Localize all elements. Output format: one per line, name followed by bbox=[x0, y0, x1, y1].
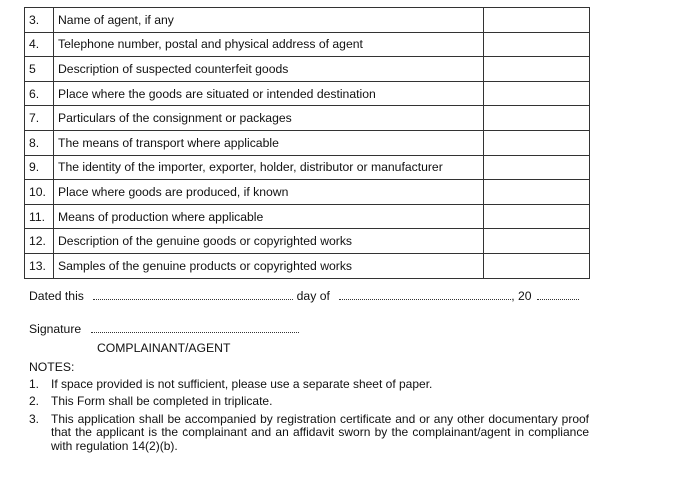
signature-label: Signature bbox=[29, 322, 82, 336]
signature-line bbox=[29, 322, 299, 336]
row-number: 3. bbox=[25, 8, 54, 33]
row-value-field[interactable] bbox=[484, 32, 590, 57]
date-day-field[interactable] bbox=[93, 289, 293, 300]
note-number: 2. bbox=[29, 394, 40, 409]
row-value-field[interactable] bbox=[484, 229, 590, 254]
row-value-field[interactable] bbox=[484, 204, 590, 229]
row-value-field[interactable] bbox=[484, 180, 590, 205]
form-row bbox=[25, 106, 590, 131]
row-value-field[interactable] bbox=[484, 57, 590, 82]
note-text: This application shall be accompanied by registration certificate and or any other documentary proof that the applicant is the complainant and an affidavit sworn by the complainant/agent in compliance with regulation 14(2)(b). bbox=[51, 411, 589, 453]
form-row bbox=[25, 253, 590, 278]
row-value-field[interactable] bbox=[484, 253, 590, 278]
row-value-field[interactable] bbox=[484, 81, 590, 106]
row-label: Telephone number, postal and physical address of agent bbox=[54, 32, 484, 57]
row-number: 9. bbox=[25, 155, 54, 180]
form-row bbox=[25, 8, 590, 33]
row-number: 12. bbox=[25, 229, 54, 254]
row-number: 8. bbox=[25, 130, 54, 155]
row-number: 4. bbox=[25, 32, 54, 57]
row-label: Samples of the genuine products or copyrighted works bbox=[54, 253, 484, 278]
year-label: , 20 bbox=[511, 289, 532, 303]
form-row bbox=[25, 32, 590, 57]
row-label: Place where the goods are situated or intended destination bbox=[54, 81, 484, 106]
dated-label: Dated this bbox=[29, 289, 84, 303]
dated-line bbox=[29, 289, 579, 303]
notes-list bbox=[29, 378, 589, 457]
signatory-role-label: COMPLAINANT/AGENT bbox=[97, 341, 231, 355]
form-row bbox=[25, 204, 590, 229]
form-row bbox=[25, 130, 590, 155]
form-row bbox=[25, 57, 590, 82]
date-month-field[interactable] bbox=[339, 289, 511, 300]
row-value-field[interactable] bbox=[484, 155, 590, 180]
note-item bbox=[29, 378, 589, 391]
row-number: 7. bbox=[25, 106, 54, 131]
note-text: This Form shall be completed in triplicate. bbox=[51, 394, 273, 409]
date-year-field[interactable] bbox=[537, 289, 579, 300]
signature-field[interactable] bbox=[91, 322, 299, 333]
row-value-field[interactable] bbox=[484, 8, 590, 33]
row-number: 13. bbox=[25, 253, 54, 278]
row-label: The means of transport where applicable bbox=[54, 130, 484, 155]
form-row bbox=[25, 180, 590, 205]
form-row bbox=[25, 229, 590, 254]
row-number: 6. bbox=[25, 81, 54, 106]
row-label: The identity of the importer, exporter, holder, distributor or manufacturer bbox=[54, 155, 484, 180]
row-label: Place where goods are produced, if known bbox=[54, 180, 484, 205]
row-label: Name of agent, if any bbox=[54, 8, 484, 33]
row-label: Description of the genuine goods or copyrighted works bbox=[54, 229, 484, 254]
note-number: 1. bbox=[29, 377, 40, 391]
form-row bbox=[25, 155, 590, 180]
row-value-field[interactable] bbox=[484, 130, 590, 155]
row-value-field[interactable] bbox=[484, 106, 590, 131]
row-label: Particulars of the consignment or packages bbox=[54, 106, 484, 131]
note-number: 3. bbox=[29, 411, 40, 426]
note-text: If space provided is not sufficient, please use a separate sheet of paper. bbox=[51, 377, 433, 391]
form-row bbox=[25, 81, 590, 106]
row-number: 11. bbox=[25, 204, 54, 229]
row-label: Means of production where applicable bbox=[54, 204, 484, 229]
row-number: 10. bbox=[25, 180, 54, 205]
notes-heading: NOTES: bbox=[29, 360, 75, 374]
particulars-table bbox=[24, 7, 590, 279]
note-item bbox=[29, 395, 589, 408]
day-of-label: day of bbox=[296, 289, 330, 303]
row-number: 5 bbox=[25, 57, 54, 82]
note-item bbox=[29, 413, 589, 453]
row-label: Description of suspected counterfeit goods bbox=[54, 57, 484, 82]
